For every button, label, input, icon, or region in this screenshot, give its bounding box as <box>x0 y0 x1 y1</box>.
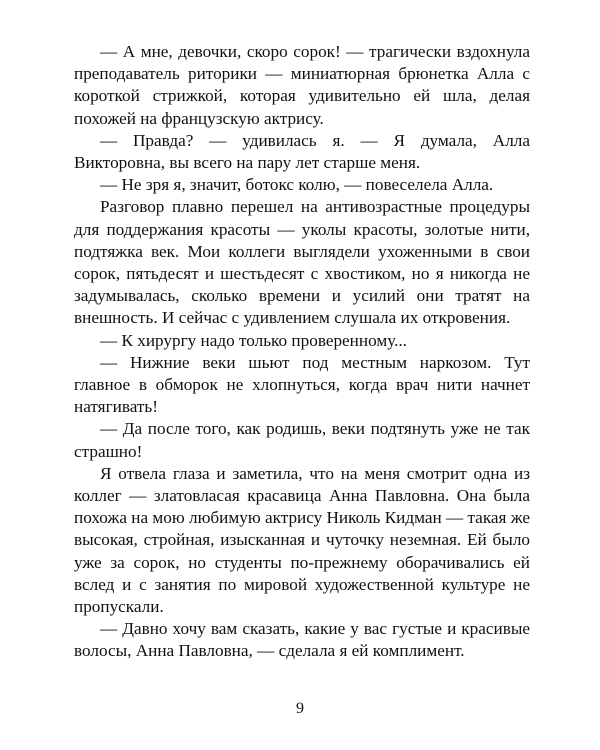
paragraph: — А мне, девочки, скоро сорок! — трагически вздохнула преподаватель риторики — миниатюрная брюнетка Алла с короткой стрижкой, которая удивительно ей шла, делая похожей на французскую актрису. <box>74 42 530 128</box>
paragraph: Я отвела глаза и заметила, что на меня смотрит одна из коллег — златовласая красавица Анна Павловна. Она была похожа на мою любимую актрису Николь Кидман — такая же высокая, стройная, изысканная и чуточку неземная. Ей было уже за сорок, но студенты по-прежнему оборачивались ей вслед и с занятия по мировой художественной культуре не пропускали. <box>74 463 531 617</box>
paragraph: — Да после того, как родишь, веки подтянуть уже не так страшно! <box>74 419 530 461</box>
paragraph: Разговор плавно перешел на антивозрастные процедуры для поддержания красоты — уколы красоты, золотые нити, подтяжка век. Мои коллеги выглядели ухоженными в свои сорок, пятьдесят и шестьдесят с хвостиком, но я никогда не задумывалась, сколько времени и усилий они тратят на внешность. И сейчас с удивлением слушала их откровения. <box>74 197 530 328</box>
paragraph: — К хирургу надо только проверенному... <box>100 330 407 350</box>
paragraph: — Нижние веки шьют под местным наркозом. Тут главное в обморок не хлопнуться, когда врач нити начнет натягивать! <box>74 352 530 417</box>
paragraph: — Правда? — удивилась я. — Я думала, Алла Викторовна, вы всего на пару лет старше меня. <box>74 130 530 173</box>
page-number: 9 <box>296 700 304 717</box>
paragraph: — Давно хочу вам сказать, какие у вас густые и красивые волосы, Анна Павловна, — сделала я ей комплимент. <box>74 619 530 661</box>
paragraph: — Не зря я, значит, ботокс колю, — повеселела Алла. <box>100 175 494 195</box>
page-body-text <box>74 41 530 663</box>
